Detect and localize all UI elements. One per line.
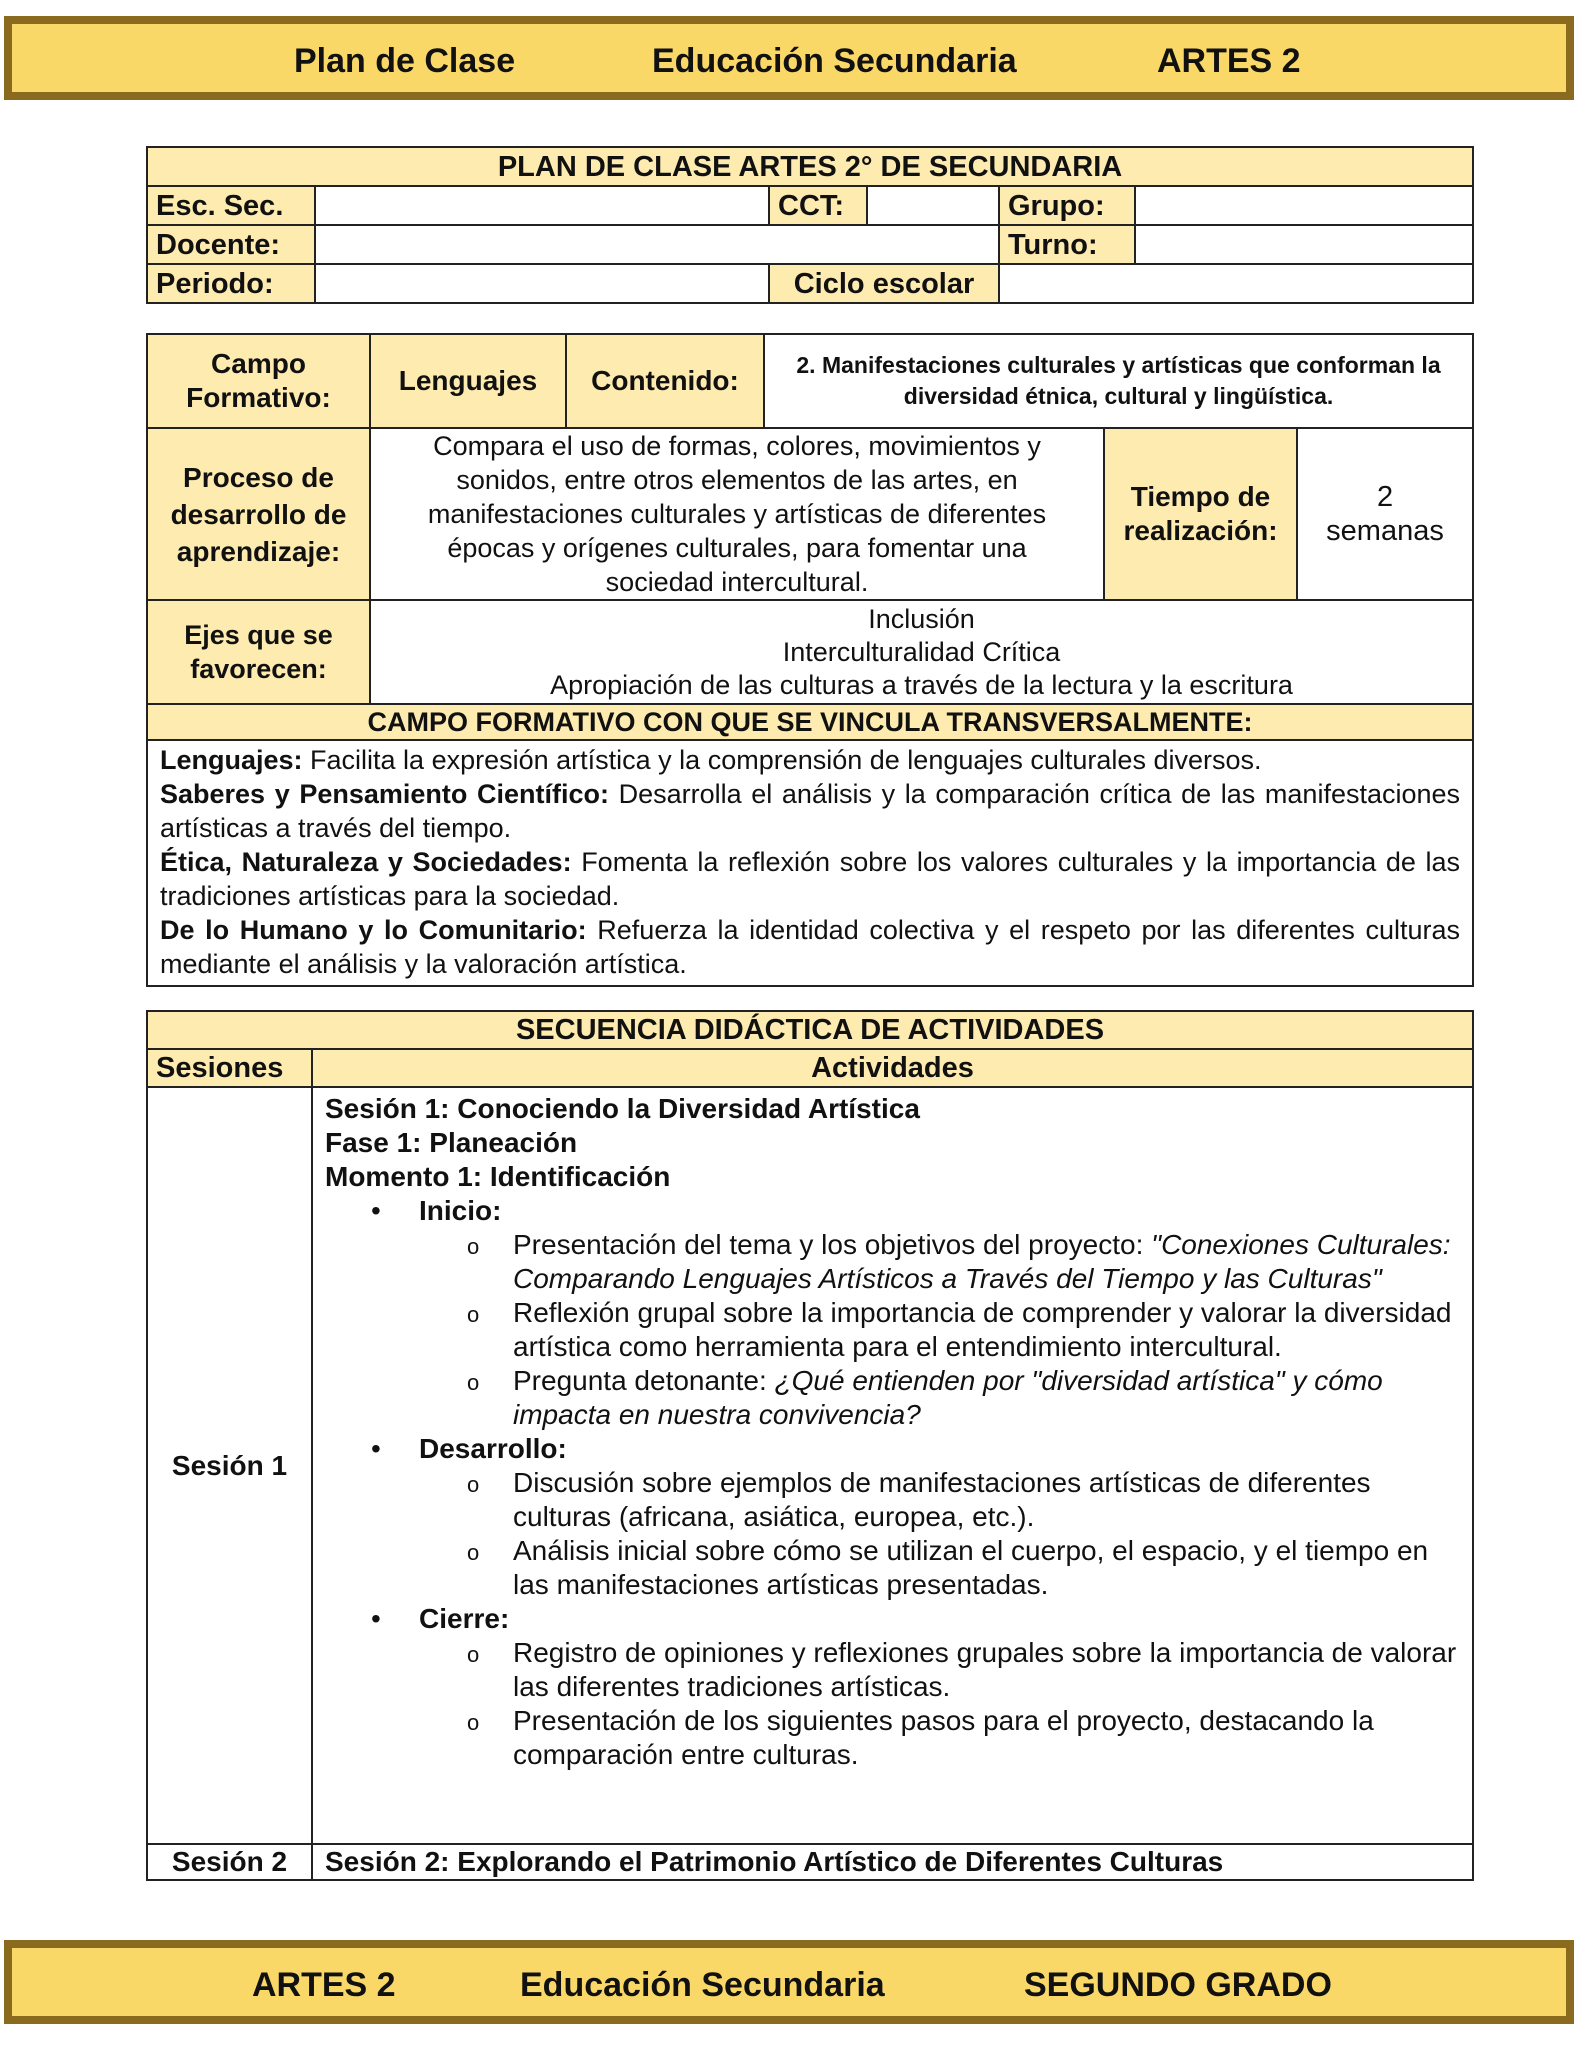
activity-item: o Discusión sobre ejemplos de manifestaciones artísticas de diferentes culturas (africana, asiática, europea, etc.). <box>513 1466 1460 1534</box>
activity-item <box>513 1228 1460 1296</box>
sesion-2-label: Sesión 2 <box>147 1844 312 1880</box>
esc-sec-field[interactable] <box>315 186 769 225</box>
secuencia-table <box>146 1010 1474 1881</box>
tiempo-label: Tiempo de realización: <box>1104 428 1297 600</box>
eje-item: Apropiación de las culturas a través de la lectura y la escritura <box>550 669 1293 700</box>
ejes-label: Ejes que se favorecen: <box>147 600 370 704</box>
footer-left: ARTES 2 <box>252 1966 396 2004</box>
cct-field[interactable] <box>867 186 999 225</box>
desarrollo-list <box>419 1466 1460 1602</box>
stage-heading: Cierre: <box>419 1603 510 1634</box>
stage-inicio <box>419 1194 1460 1432</box>
col-actividades-header: Actividades <box>312 1049 1473 1087</box>
campo-formativo-label: Campo Formativo: <box>147 334 370 428</box>
vinculo-text: Fomenta la reflexión sobre los valores culturales y la importancia de las tradiciones artísticas para la sociedad. <box>160 847 1461 911</box>
grupo-label: Grupo: <box>999 186 1135 225</box>
vincula-content <box>147 740 1473 986</box>
contenido-label: Contenido: <box>566 334 764 428</box>
header-center: Educación Secundaria <box>652 42 1017 80</box>
vinculo-label: Saberes y Pensamiento Científico: <box>160 779 609 809</box>
stage-cierre <box>419 1602 1460 1772</box>
tiempo-value: 2 semanas <box>1297 428 1473 600</box>
footer-banner <box>4 1940 1574 2024</box>
sesion-2-title: Sesión 2: Explorando el Patrimonio Artístico de Diferentes Culturas <box>312 1844 1473 1880</box>
activity-text: Pregunta detonante: <box>513 1365 775 1396</box>
trigger-question-text: ¿Qué entienden por "diversidad artística" y cómo impacta en nuestra convivencia? <box>513 1365 1383 1430</box>
header-left: Plan de Clase <box>294 42 516 80</box>
campo-formativo-value: Lenguajes <box>370 334 566 428</box>
stage-heading: Desarrollo: <box>419 1433 567 1464</box>
cierre-list <box>419 1636 1460 1772</box>
docente-field[interactable] <box>315 225 999 264</box>
sesion-1-title: Sesión 1: Conociendo la Diversidad Artística <box>325 1093 920 1124</box>
turno-label: Turno: <box>999 225 1135 264</box>
vinculo-text: Refuerza la identidad colectiva y el respeto por las diferentes culturas mediante el análisis y la valoración artística. <box>160 915 1461 979</box>
proceso-value: Compara el uso de formas, colores, movimientos y sonidos, entre otros elementos de las artes, en manifestaciones culturales y artísticas de diferentes épocas y orígenes culturales, para fomentar una sociedad intercultural. <box>370 428 1104 600</box>
inicio-list <box>419 1228 1460 1432</box>
general-title: PLAN DE CLASE ARTES 2° DE SECUNDARIA <box>147 147 1473 186</box>
project-title-text: "Conexiones Culturales: Comparando Lenguajes Artísticos a Través del Tiempo y las Culturas" <box>513 1229 1451 1294</box>
ciclo-escolar-field[interactable] <box>999 264 1473 303</box>
contenido-value: 2. Manifestaciones culturales y artísticas que conforman la diversidad étnica, cultural y lingüística. <box>764 334 1473 428</box>
turno-field[interactable] <box>1135 225 1473 264</box>
ejes-list <box>370 600 1473 704</box>
activity-text: Presentación del tema y los objetivos del proyecto: <box>513 1229 1152 1260</box>
secuencia-title: SECUENCIA DIDÁCTICA DE ACTIVIDADES <box>147 1011 1473 1049</box>
stage-list <box>325 1194 1460 1772</box>
activity-item: o Reflexión grupal sobre la importancia de comprender y valorar la diversidad artística como herramienta para el entendimiento intercultural. <box>513 1296 1460 1364</box>
periodo-field[interactable] <box>315 264 769 303</box>
general-info-table <box>146 146 1474 304</box>
activity-item <box>513 1364 1460 1432</box>
periodo-label: Periodo: <box>147 264 315 303</box>
col-sesiones-header: Sesiones <box>147 1049 312 1087</box>
stage-desarrollo <box>419 1432 1460 1602</box>
sesion-1-activities <box>312 1087 1473 1844</box>
docente-label: Docente: <box>147 225 315 264</box>
eje-item: Interculturalidad Crítica <box>782 636 1061 667</box>
plan-details-table <box>146 333 1474 987</box>
vinculo-text: Desarrolla el análisis y la comparación crítica de las manifestaciones artísticas a través del tiempo. <box>160 779 1461 843</box>
vinculo-item <box>160 777 1460 845</box>
ciclo-escolar-label: Ciclo escolar <box>769 264 999 303</box>
activity-item: o Presentación de los siguientes pasos para el proyecto, destacando la comparación entre culturas. <box>513 1704 1460 1772</box>
cct-label: CCT: <box>769 186 867 225</box>
vinculo-item <box>160 743 1460 777</box>
vinculo-item <box>160 845 1460 913</box>
sesion-1-fase: Fase 1: Planeación <box>325 1127 578 1158</box>
sesion-1-momento: Momento 1: Identificación <box>325 1161 671 1192</box>
footer-right: SEGUNDO GRADO <box>1024 1966 1332 2004</box>
vincula-title: CAMPO FORMATIVO CON QUE SE VINCULA TRANSVERSALMENTE: <box>147 704 1473 740</box>
eje-item: Inclusión <box>868 603 975 634</box>
vinculo-label: Lenguajes: <box>160 745 303 775</box>
proceso-label: Proceso de desarrollo de aprendizaje: <box>147 428 370 600</box>
vinculo-item <box>160 913 1460 981</box>
stage-heading: Inicio: <box>419 1195 502 1226</box>
vinculo-label: De lo Humano y lo Comunitario: <box>160 915 587 945</box>
activity-item: o Registro de opiniones y reflexiones grupales sobre la importancia de valorar las diferentes tradiciones artísticas. <box>513 1636 1460 1704</box>
header-banner <box>4 16 1574 100</box>
header-right: ARTES 2 <box>1157 42 1301 80</box>
vinculo-text: Facilita la expresión artística y la comprensión de lenguajes culturales diversos. <box>302 745 1262 775</box>
vinculo-label: Ética, Naturaleza y Sociedades: <box>160 847 572 877</box>
grupo-field[interactable] <box>1135 186 1473 225</box>
footer-center: Educación Secundaria <box>520 1966 885 2004</box>
activity-item: o Análisis inicial sobre cómo se utilizan el cuerpo, el espacio, y el tiempo en las manifestaciones artísticas presentadas. <box>513 1534 1460 1602</box>
sesion-1-label: Sesión 1 <box>147 1087 312 1844</box>
esc-sec-label: Esc. Sec. <box>147 186 315 225</box>
